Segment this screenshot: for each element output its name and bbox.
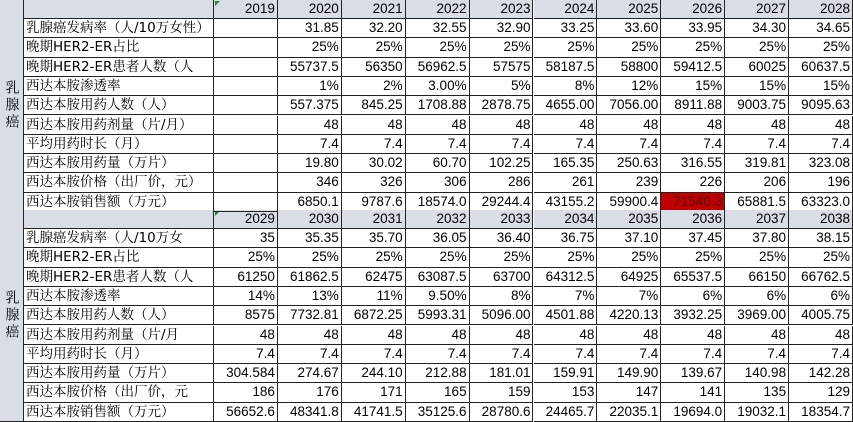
data-cell[interactable]: 186 — [214, 383, 278, 402]
data-cell[interactable]: 61250 — [214, 268, 278, 287]
data-cell[interactable]: 61862.5 — [278, 268, 342, 287]
year-header[interactable]: 2037 — [725, 210, 789, 229]
data-cell[interactable]: 24465.7 — [534, 403, 598, 422]
data-cell[interactable]: 48 — [278, 326, 342, 345]
header-label-cell[interactable] — [24, 210, 214, 229]
data-cell[interactable]: 25% — [406, 38, 470, 57]
data-cell[interactable]: 165 — [406, 383, 470, 402]
data-cell[interactable]: 226 — [661, 173, 725, 192]
empty-cell[interactable] — [214, 38, 278, 57]
data-cell[interactable]: 58187.5 — [534, 58, 598, 77]
data-cell[interactable]: 63087.5 — [406, 268, 470, 287]
data-cell[interactable]: 142.28 — [789, 364, 853, 383]
data-cell[interactable]: 66762.5 — [789, 268, 853, 287]
data-cell[interactable]: 7.4 — [278, 135, 342, 154]
data-cell[interactable]: 6% — [789, 287, 853, 306]
year-header[interactable]: 2022 — [406, 0, 470, 19]
data-cell[interactable]: 58800 — [597, 58, 661, 77]
data-cell[interactable]: 66150 — [725, 268, 789, 287]
data-cell[interactable]: 346 — [278, 173, 342, 192]
row-label[interactable]: 乳腺癌发病率（人/10万女性） — [24, 19, 214, 38]
year-header[interactable]: 2036 — [661, 210, 725, 229]
error-indicator-icon — [215, 1, 220, 6]
data-cell[interactable]: 149.90 — [597, 364, 661, 383]
data-cell[interactable]: 165.35 — [534, 154, 598, 173]
data-cell[interactable]: 35.70 — [342, 229, 406, 248]
data-cell[interactable]: 31.85 — [278, 19, 342, 38]
data-cell[interactable]: 11% — [342, 287, 406, 306]
group-label-cell[interactable] — [0, 0, 24, 212]
data-cell[interactable]: 25% — [661, 38, 725, 57]
data-cell[interactable]: 12% — [597, 77, 661, 96]
data-cell[interactable]: 306 — [406, 173, 470, 192]
data-cell[interactable]: 1708.88 — [406, 96, 470, 115]
data-cell[interactable]: 250.63 — [597, 154, 661, 173]
data-cell[interactable]: 25% — [470, 38, 534, 57]
data-cell[interactable]: 63700 — [470, 268, 534, 287]
row-label[interactable]: 西达本胺渗透率 — [24, 77, 214, 96]
empty-cell[interactable] — [214, 96, 278, 115]
data-cell[interactable]: 48 — [470, 116, 534, 135]
data-cell[interactable]: 7.4 — [406, 135, 470, 154]
header-label-cell[interactable] — [24, 0, 214, 19]
data-cell[interactable]: 8911.88 — [661, 96, 725, 115]
year-header[interactable]: 2038 — [789, 210, 853, 229]
data-cell[interactable]: 7732.81 — [278, 306, 342, 325]
group-label: 乳腺癌 — [3, 290, 20, 341]
data-cell[interactable]: 7.4 — [342, 345, 406, 364]
empty-cell[interactable] — [214, 77, 278, 96]
data-cell[interactable]: 7% — [597, 287, 661, 306]
data-cell[interactable]: 25% — [342, 248, 406, 267]
data-cell[interactable]: 56350 — [342, 58, 406, 77]
empty-cell[interactable] — [214, 135, 278, 154]
data-cell[interactable]: 244.10 — [342, 364, 406, 383]
data-cell[interactable]: 3932.25 — [661, 306, 725, 325]
year-header[interactable]: 2019 — [214, 0, 278, 19]
empty-cell[interactable] — [214, 19, 278, 38]
data-cell[interactable]: 7.4 — [725, 135, 789, 154]
data-cell[interactable]: 9.50% — [406, 287, 470, 306]
data-cell[interactable]: 48 — [725, 116, 789, 135]
data-cell[interactable]: 261 — [534, 173, 598, 192]
data-cell[interactable]: 7.4 — [534, 135, 598, 154]
data-cell[interactable]: 25% — [214, 248, 278, 267]
data-cell[interactable]: 304.584 — [214, 364, 278, 383]
data-cell[interactable]: 55737.5 — [278, 58, 342, 77]
row-label[interactable]: 乳腺癌发病率（人/10万女 — [24, 229, 214, 248]
year-header[interactable]: 2034 — [534, 210, 598, 229]
data-cell[interactable]: 2% — [342, 77, 406, 96]
data-cell[interactable]: 64925 — [597, 268, 661, 287]
empty-cell[interactable] — [214, 154, 278, 173]
data-cell[interactable]: 7.4 — [342, 135, 406, 154]
data-cell[interactable]: 48 — [470, 326, 534, 345]
data-cell[interactable]: 62475 — [342, 268, 406, 287]
data-cell[interactable]: 181.01 — [470, 364, 534, 383]
group-label: 乳腺癌 — [3, 80, 20, 131]
data-cell[interactable]: 48 — [406, 116, 470, 135]
row-label[interactable]: 平均用药时长（月） — [24, 345, 214, 364]
data-cell[interactable]: 326 — [342, 173, 406, 192]
data-cell[interactable]: 6% — [661, 287, 725, 306]
data-cell[interactable]: 7056.00 — [597, 96, 661, 115]
row-label[interactable]: 晚期HER2-ER占比 — [24, 38, 214, 57]
data-cell[interactable]: 316.55 — [661, 154, 725, 173]
data-cell[interactable]: 7.4 — [597, 345, 661, 364]
data-cell[interactable]: 34.30 — [725, 19, 789, 38]
data-cell[interactable]: 48 — [789, 116, 853, 135]
data-cell[interactable]: 36.75 — [534, 229, 598, 248]
data-cell[interactable]: 59900.4 — [597, 193, 661, 212]
data-cell[interactable]: 25% — [342, 38, 406, 57]
row-label[interactable]: 西达本胺价格（出厂价，元 — [24, 383, 214, 402]
data-cell[interactable]: 7.4 — [789, 345, 853, 364]
data-cell[interactable]: 25% — [789, 248, 853, 267]
data-cell[interactable]: 25% — [406, 248, 470, 267]
data-cell[interactable]: 845.25 — [342, 96, 406, 115]
row-label[interactable]: 西达本胺用药人数（人） — [24, 96, 214, 115]
data-cell[interactable]: 9095.63 — [789, 96, 853, 115]
data-cell[interactable]: 25% — [597, 38, 661, 57]
data-cell[interactable]: 25% — [661, 248, 725, 267]
row-label[interactable]: 西达本胺用药人数（人） — [24, 306, 214, 325]
data-cell[interactable]: 25% — [725, 38, 789, 57]
data-cell[interactable]: 7.4 — [214, 345, 278, 364]
data-cell[interactable]: 25% — [534, 38, 598, 57]
data-cell[interactable]: 4501.88 — [534, 306, 598, 325]
row-label[interactable]: 西达本胺用药量（万片） — [24, 364, 214, 383]
data-cell[interactable]: 34.65 — [789, 19, 853, 38]
data-cell[interactable]: 323.08 — [789, 154, 853, 173]
data-cell[interactable]: 140.98 — [725, 364, 789, 383]
data-cell[interactable]: 8% — [534, 77, 598, 96]
data-cell[interactable]: 6% — [725, 287, 789, 306]
year-header[interactable]: 2035 — [597, 210, 661, 229]
year-header[interactable]: 2025 — [597, 0, 661, 19]
data-cell[interactable]: 7.4 — [661, 135, 725, 154]
data-cell[interactable]: 25% — [725, 248, 789, 267]
data-cell[interactable]: 48341.8 — [278, 403, 342, 422]
data-cell[interactable]: 48 — [661, 116, 725, 135]
data-cell[interactable]: 8% — [470, 287, 534, 306]
data-cell[interactable]: 7.4 — [661, 345, 725, 364]
data-cell[interactable]: 65537.5 — [661, 268, 725, 287]
data-cell[interactable]: 176 — [278, 383, 342, 402]
data-cell[interactable]: 7.4 — [725, 345, 789, 364]
data-cell[interactable]: 60025 — [725, 58, 789, 77]
data-cell[interactable]: 48 — [278, 116, 342, 135]
data-cell[interactable]: 32.55 — [406, 19, 470, 38]
data-cell[interactable]: 2878.75 — [470, 96, 534, 115]
data-cell[interactable]: 48 — [342, 326, 406, 345]
row-label[interactable]: 西达本胺销售额（万元） — [24, 193, 214, 212]
group-label-cell[interactable] — [0, 210, 24, 422]
data-cell[interactable]: 7.4 — [470, 135, 534, 154]
data-cell[interactable]: 25% — [789, 38, 853, 57]
data-cell[interactable]: 4220.13 — [597, 306, 661, 325]
data-cell[interactable]: 41741.5 — [342, 403, 406, 422]
data-cell[interactable]: 48 — [342, 116, 406, 135]
data-cell[interactable]: 48 — [406, 326, 470, 345]
data-cell[interactable]: 7.4 — [470, 345, 534, 364]
data-cell[interactable]: 28780.6 — [470, 403, 534, 422]
data-cell[interactable]: 6850.1 — [278, 193, 342, 212]
data-cell[interactable]: 57575 — [470, 58, 534, 77]
data-cell[interactable]: 48 — [597, 326, 661, 345]
year-header[interactable]: 2024 — [534, 0, 598, 19]
data-cell[interactable]: 32.20 — [342, 19, 406, 38]
data-cell[interactable]: 32.90 — [470, 19, 534, 38]
data-cell[interactable]: 139.67 — [661, 364, 725, 383]
data-cell[interactable]: 19.80 — [278, 154, 342, 173]
data-cell[interactable]: 7.4 — [534, 345, 598, 364]
data-cell[interactable]: 25% — [470, 248, 534, 267]
data-cell[interactable]: 64312.5 — [534, 268, 598, 287]
data-cell[interactable]: 153 — [534, 383, 598, 402]
year-header[interactable]: 2023 — [470, 0, 534, 19]
data-cell[interactable]: 141 — [661, 383, 725, 402]
row-label[interactable]: 西达本胺价格（出厂价，元） — [24, 173, 214, 192]
data-cell[interactable]: 60.70 — [406, 154, 470, 173]
row-label[interactable]: 晚期HER2-ER患者人数（人 — [24, 58, 214, 77]
row-label[interactable]: 西达本胺渗透率 — [24, 287, 214, 306]
data-cell[interactable]: 159.91 — [534, 364, 598, 383]
data-cell[interactable]: 37.10 — [597, 229, 661, 248]
data-cell[interactable]: 56962.5 — [406, 58, 470, 77]
row-label[interactable]: 西达本胺销售额（万元） — [24, 403, 214, 422]
data-cell[interactable]: 63323.0 — [789, 193, 853, 212]
data-cell[interactable]: 38.15 — [789, 229, 853, 248]
year-header[interactable]: 2032 — [406, 210, 470, 229]
data-cell[interactable]: 25% — [534, 248, 598, 267]
data-cell[interactable]: 43155.2 — [534, 193, 598, 212]
data-cell[interactable]: 18574.0 — [406, 193, 470, 212]
data-cell[interactable]: 239 — [597, 173, 661, 192]
data-cell[interactable]: 35 — [214, 229, 278, 248]
row-label[interactable]: 西达本胺用药剂量（片/月） — [24, 116, 214, 135]
data-cell[interactable]: 8575 — [214, 306, 278, 325]
data-cell[interactable]: 7.4 — [406, 345, 470, 364]
data-cell[interactable]: 37.80 — [725, 229, 789, 248]
highlighted-cell[interactable]: 71540.3 — [661, 193, 725, 212]
data-cell[interactable]: 4655.00 — [534, 96, 598, 115]
data-cell[interactable]: 33.25 — [534, 19, 598, 38]
data-cell[interactable]: 48 — [725, 326, 789, 345]
data-cell[interactable]: 9787.6 — [342, 193, 406, 212]
data-cell[interactable]: 48 — [597, 116, 661, 135]
year-header[interactable]: 2028 — [789, 0, 853, 19]
data-cell[interactable]: 7.4 — [789, 135, 853, 154]
data-cell[interactable]: 65881.5 — [725, 193, 789, 212]
data-cell[interactable]: 13% — [278, 287, 342, 306]
row-label[interactable]: 晚期HER2-ER患者人数（人 — [24, 268, 214, 287]
data-cell[interactable]: 147 — [597, 383, 661, 402]
data-cell[interactable]: 37.45 — [661, 229, 725, 248]
data-cell[interactable]: 22035.1 — [597, 403, 661, 422]
year-header[interactable]: 2030 — [278, 210, 342, 229]
data-cell[interactable]: 129 — [789, 383, 853, 402]
row-label[interactable]: 西达本胺用药剂量（片/月 — [24, 326, 214, 345]
data-cell[interactable]: 102.25 — [470, 154, 534, 173]
data-cell[interactable]: 196 — [789, 173, 853, 192]
row-label[interactable]: 晚期HER2-ER占比 — [24, 248, 214, 267]
data-cell[interactable]: 19694.0 — [661, 403, 725, 422]
data-cell[interactable]: 15% — [725, 77, 789, 96]
data-cell[interactable]: 557.375 — [278, 96, 342, 115]
year-header[interactable]: 2033 — [470, 210, 534, 229]
data-cell[interactable]: 3969.00 — [725, 306, 789, 325]
data-cell[interactable]: 212.88 — [406, 364, 470, 383]
row-label[interactable]: 西达本胺用药量（万片） — [24, 154, 214, 173]
empty-cell[interactable] — [214, 58, 278, 77]
data-cell[interactable]: 274.67 — [278, 364, 342, 383]
year-header[interactable]: 2031 — [342, 210, 406, 229]
data-cell[interactable]: 25% — [278, 248, 342, 267]
empty-cell[interactable] — [214, 173, 278, 192]
data-cell[interactable]: 1% — [278, 77, 342, 96]
row-label[interactable]: 平均用药时长（月） — [24, 135, 214, 154]
data-cell[interactable]: 59412.5 — [661, 58, 725, 77]
data-cell[interactable]: 9003.75 — [725, 96, 789, 115]
year-header[interactable]: 2026 — [661, 0, 725, 19]
data-cell[interactable]: 48 — [214, 326, 278, 345]
data-cell[interactable]: 5096.00 — [470, 306, 534, 325]
data-cell[interactable]: 15% — [789, 77, 853, 96]
year-header[interactable]: 2029 — [214, 210, 278, 229]
data-cell[interactable]: 48 — [661, 326, 725, 345]
year-header[interactable]: 2020 — [278, 0, 342, 19]
data-cell[interactable]: 25% — [278, 38, 342, 57]
data-cell[interactable]: 18354.7 — [789, 403, 853, 422]
year-header[interactable]: 2021 — [342, 0, 406, 19]
data-cell[interactable]: 48 — [534, 116, 598, 135]
data-cell[interactable]: 5% — [470, 77, 534, 96]
data-cell[interactable]: 135 — [725, 383, 789, 402]
data-cell[interactable]: 48 — [534, 326, 598, 345]
data-cell[interactable]: 33.95 — [661, 19, 725, 38]
data-cell[interactable]: 319.81 — [725, 154, 789, 173]
data-cell[interactable]: 286 — [470, 173, 534, 192]
data-cell[interactable]: 5993.31 — [406, 306, 470, 325]
data-cell[interactable]: 33.60 — [597, 19, 661, 38]
data-cell[interactable]: 3.00% — [406, 77, 470, 96]
data-cell[interactable]: 15% — [661, 77, 725, 96]
data-cell[interactable]: 30.02 — [342, 154, 406, 173]
data-cell[interactable]: 36.40 — [470, 229, 534, 248]
data-cell[interactable]: 206 — [725, 173, 789, 192]
data-cell[interactable]: 48 — [789, 326, 853, 345]
data-cell[interactable]: 19032.1 — [725, 403, 789, 422]
data-cell[interactable]: 60637.5 — [789, 58, 853, 77]
data-cell[interactable]: 36.05 — [406, 229, 470, 248]
data-cell[interactable]: 35125.6 — [406, 403, 470, 422]
data-cell[interactable]: 7% — [534, 287, 598, 306]
data-cell[interactable]: 25% — [597, 248, 661, 267]
data-cell[interactable]: 4005.75 — [789, 306, 853, 325]
data-cell[interactable]: 29244.4 — [470, 193, 534, 212]
data-cell[interactable]: 7.4 — [278, 345, 342, 364]
data-cell[interactable]: 6872.25 — [342, 306, 406, 325]
data-cell[interactable]: 35.35 — [278, 229, 342, 248]
data-cell[interactable]: 7.4 — [597, 135, 661, 154]
data-cell[interactable]: 171 — [342, 383, 406, 402]
data-cell[interactable]: 159 — [470, 383, 534, 402]
data-cell[interactable]: 56652.6 — [214, 403, 278, 422]
empty-cell[interactable] — [214, 193, 278, 212]
data-cell[interactable]: 14% — [214, 287, 278, 306]
empty-cell[interactable] — [214, 116, 278, 135]
year-header[interactable]: 2027 — [725, 0, 789, 19]
